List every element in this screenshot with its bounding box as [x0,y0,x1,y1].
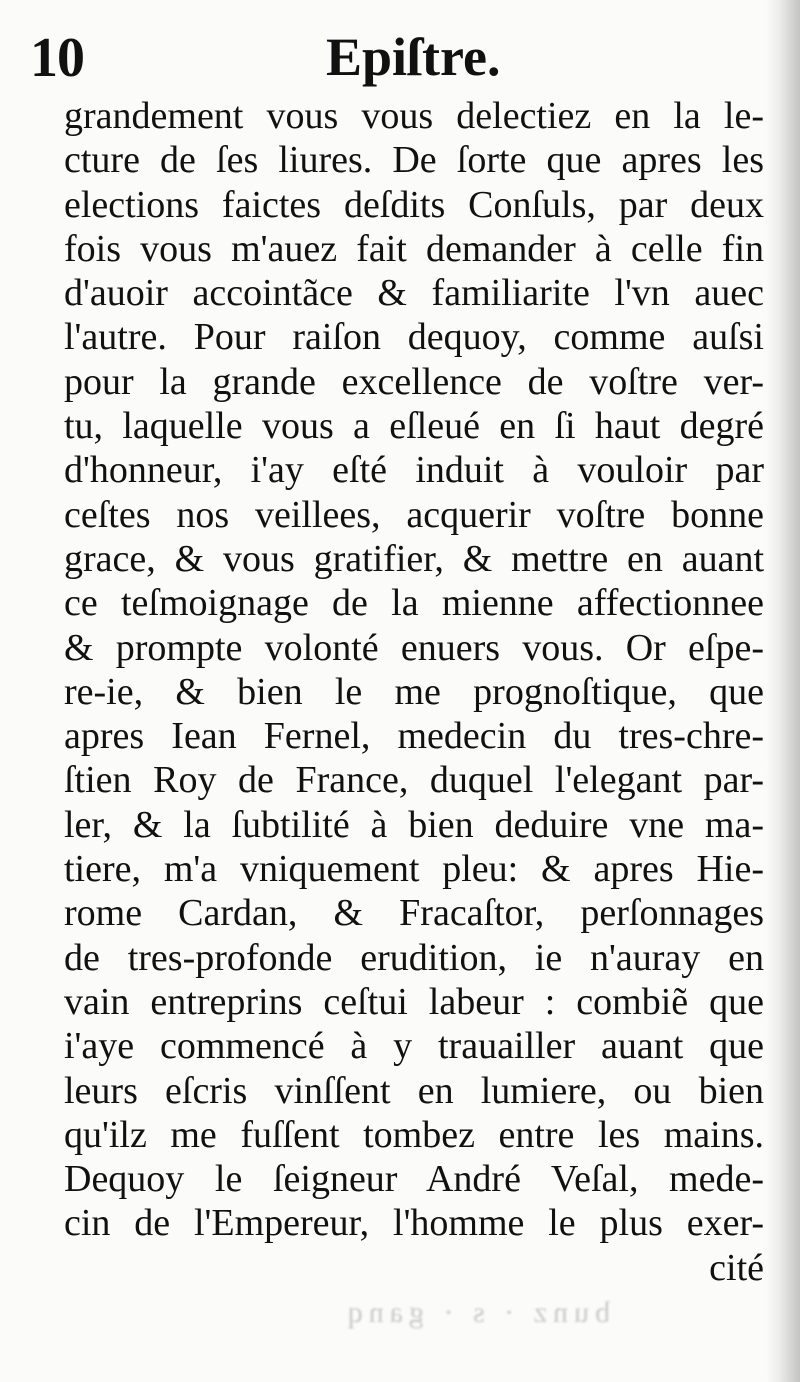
text-line: vain entreprins ceſtui labeur : combiẽ que [64,980,764,1023]
text-line: tu, laquelle vous a eſleué en ſi haut degré [64,405,764,448]
text-line: fois vous m'auez fait demander à celle fin [64,227,764,270]
text-line: ce teſmoignage de la mienne affectionnee [64,582,764,625]
text-line: leurs eſcris vinſſent en lumiere, ou bien [64,1069,764,1112]
text-line: ler, & la ſubtilité à bien deduire vne ma- [64,803,764,846]
text-line: cin de l'Empereur, l'homme le plus exer- [64,1202,764,1245]
text-line: cture de ſes liures. De ſorte que apres les [64,139,764,182]
text-line: ceſtes nos veillees, acquerir voſtre bonne [64,493,764,536]
text-line: d'honneur, i'ay eſté induit à vouloir par [64,449,764,492]
body-text [64,94,764,1290]
page-number: 10 [30,27,84,89]
text-line: elections faictes deſdits Conſuls, par deux [64,183,764,226]
text-line: ſtien Roy de France, duquel l'elegant par- [64,759,764,802]
page-gutter-shadow [766,0,800,1382]
text-line: l'autre. Pour raiſon dequoy, comme auſsi [64,316,764,359]
running-head: Epiſtre. [326,27,501,87]
text-line: de tres-profonde erudition, ie n'auray en [64,936,764,979]
text-line: rome Cardan, & Fracaſtor, perſonnages [64,892,764,935]
text-line: pour la grande excellence de voſtre ver- [64,360,764,403]
text-line: qu'ilz me fuſſent tombez entre les mains. [64,1113,764,1156]
text-line: grandement vous vous delectiez en la le- [64,95,764,137]
text-line: tiere, m'a vniquement pleu: & apres Hie- [64,848,764,891]
text-line: & prompte volonté enuers vous. Or eſpe- [64,626,764,669]
text-line: d'auoir accointãce & familiarite l'vn auec [64,272,764,315]
bleed-through-text: bunz · s · ganq [341,1296,610,1329]
page-header [26,22,766,92]
text-line: i'aye commencé à y trauailler auant que [64,1025,764,1068]
catchword: cité [709,1246,764,1289]
text-line: apres Iean Fernel, medecin du tres-chre- [64,715,764,758]
text-line: re-ie, & bien le me prognoſtique, que [64,670,764,713]
text-line: grace, & vous gratifier, & mettre en auant [64,537,764,580]
text-line: Dequoy le ſeigneur André Veſal, mede- [64,1158,764,1201]
